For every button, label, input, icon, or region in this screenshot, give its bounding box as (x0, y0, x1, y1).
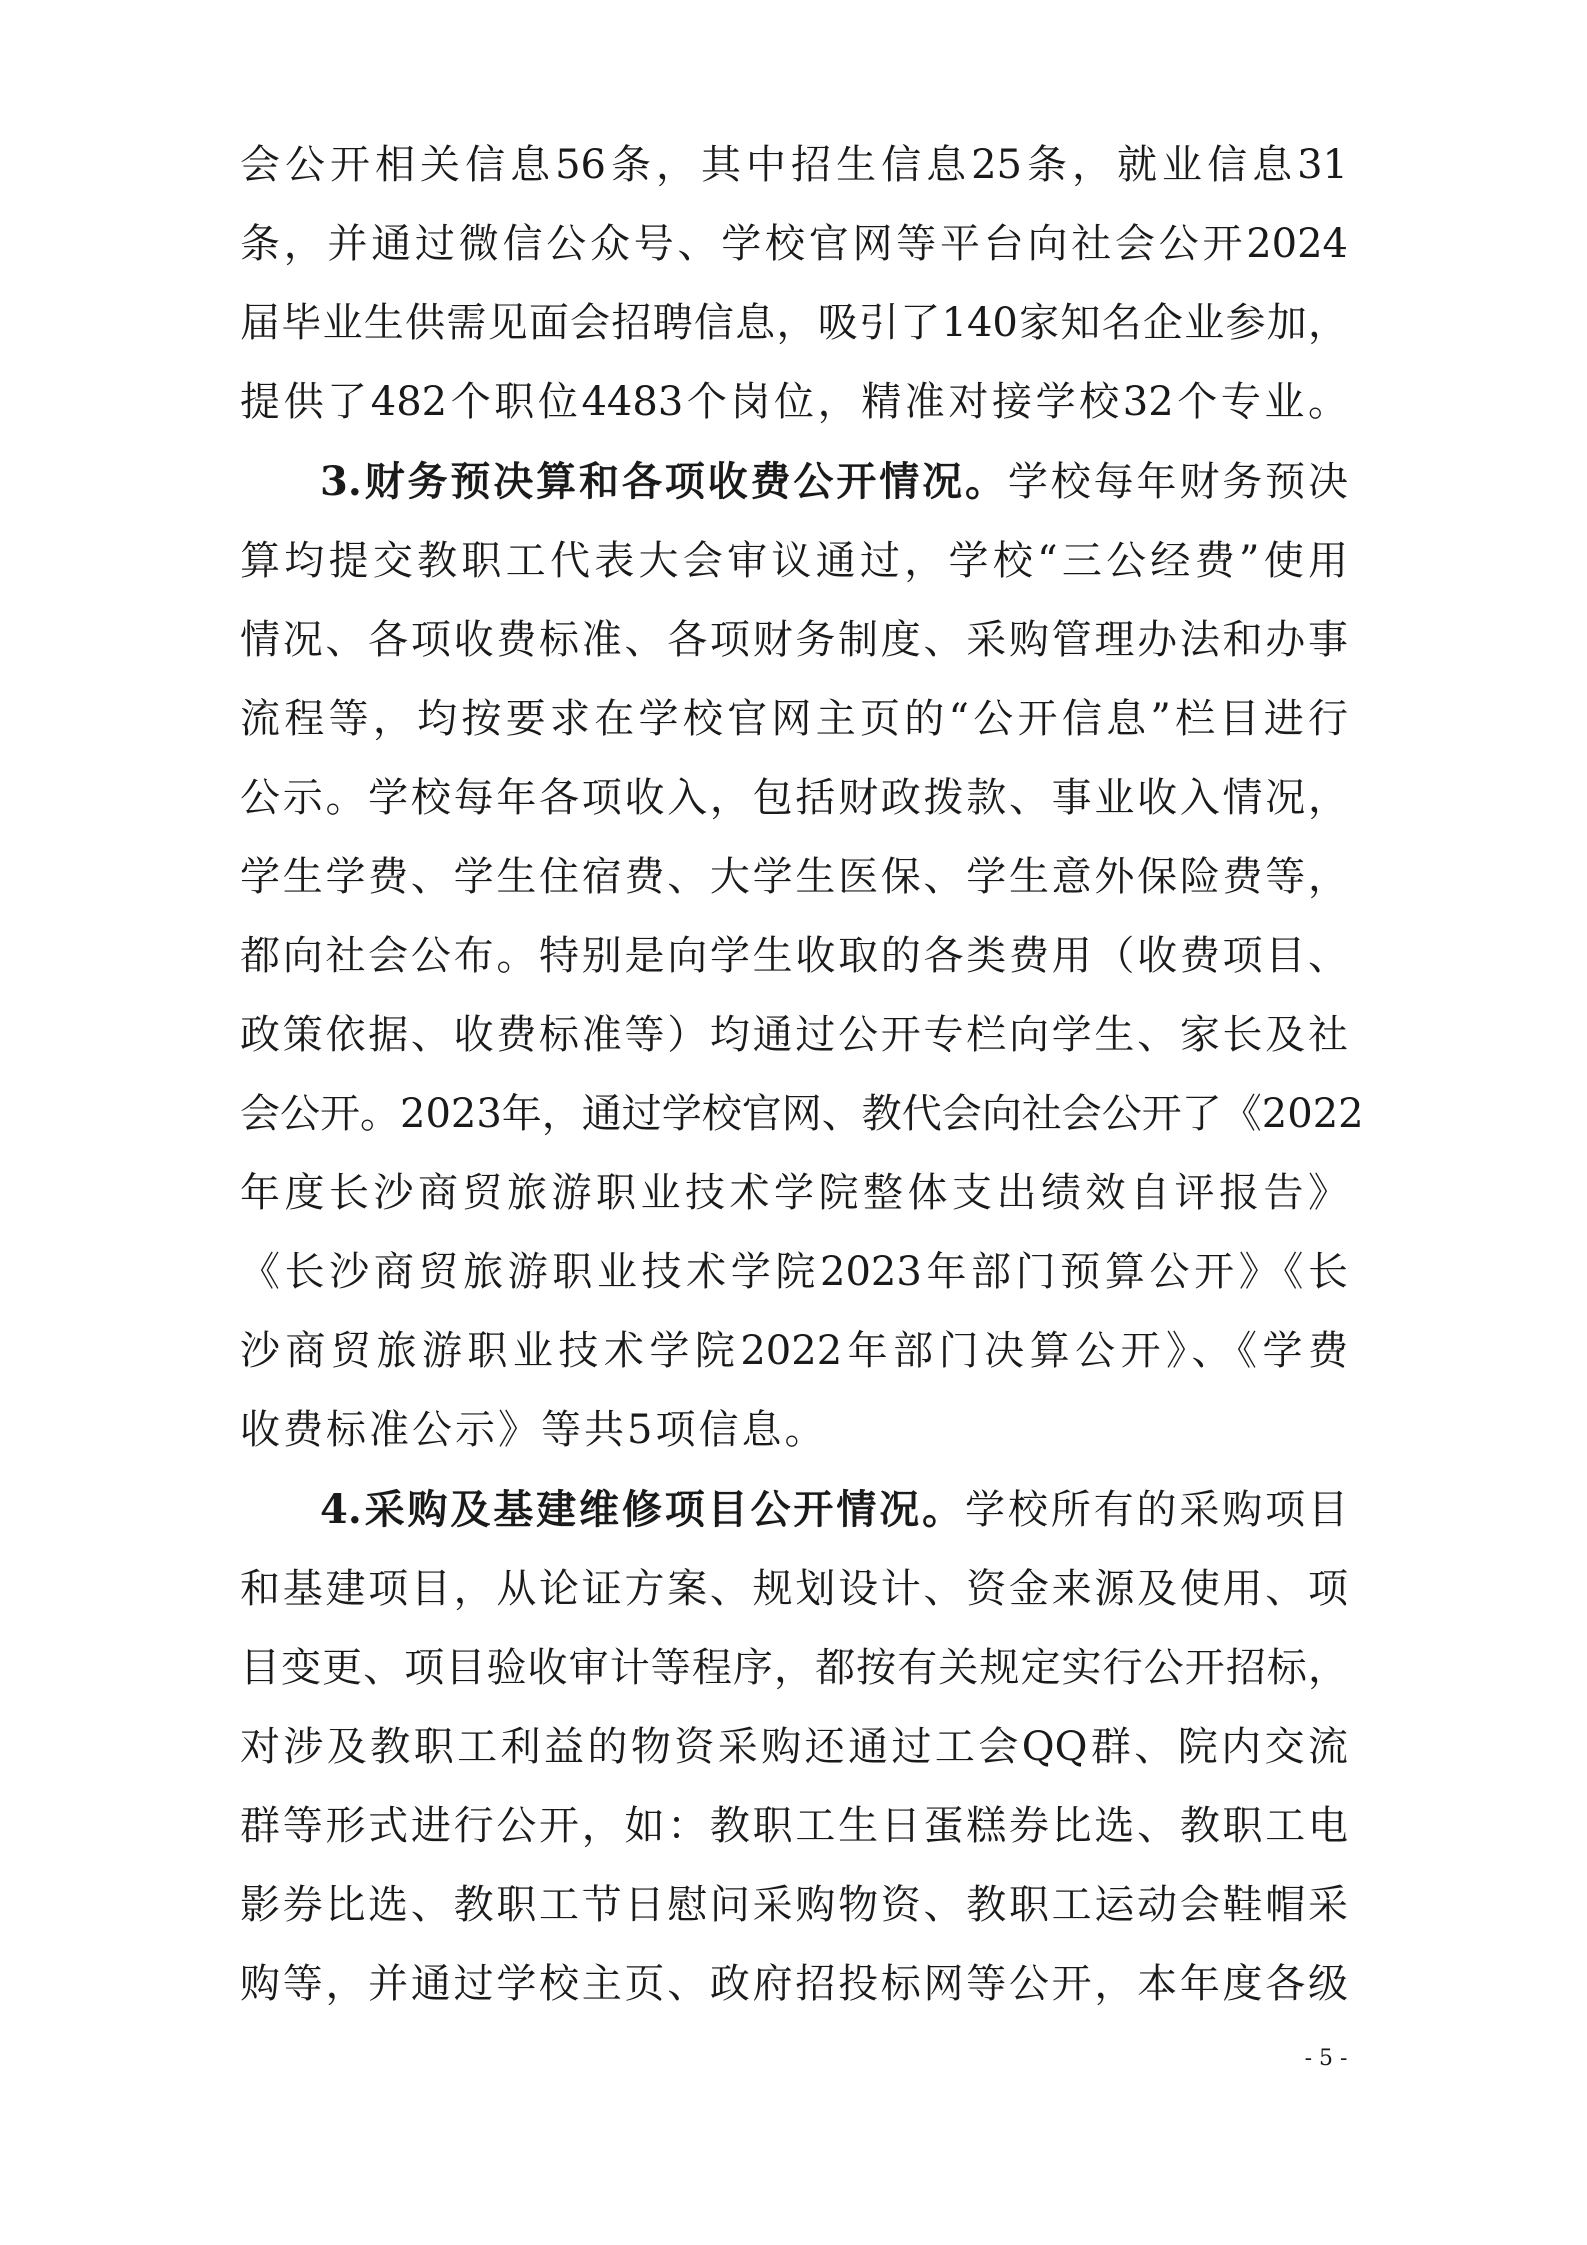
body-text-line: 提供了482个职位4483个岗位，精准对接学校32个专业。 (240, 379, 1348, 425)
section-heading-line (320, 1480, 1348, 1540)
body-text-line: 收费标准公示》等共5项信息。 (240, 1407, 828, 1453)
page-number: - 5 - (1304, 2046, 1348, 2071)
body-text-line: 会公开。2023年，通过学校官网、教代会向社会公开了《2022 (240, 1091, 1364, 1137)
body-text-line: 公示。学校每年各项收入，包括财政拨款、事业收入情况， (240, 775, 1348, 821)
body-text-line: 政策依据、收费标准等）均通过公开专栏向学生、家长及社 (240, 1012, 1348, 1058)
body-text-line: 《长沙商贸旅游职业技术学院2023年部门预算公开》《长 (240, 1249, 1348, 1295)
section-heading: 3.财务预决算和各项收费公开情况。 (320, 458, 1008, 505)
body-text-line: 群等形式进行公开，如：教职工生日蛋糕券比选、教职工电 (240, 1803, 1348, 1849)
body-text-line: 和基建项目，从论证方案、规划设计、资金来源及使用、项 (240, 1566, 1348, 1612)
body-text-line: 届毕业生供需见面会招聘信息，吸引了140家知名企业参加， (240, 300, 1348, 346)
body-text-line: 沙商贸旅游职业技术学院2022年部门决算公开》、《学费 (240, 1328, 1348, 1374)
section-heading-line (320, 452, 1348, 512)
body-text-line: 目变更、项目验收审计等程序，都按有关规定实行公开招标， (240, 1645, 1348, 1691)
body-text-line: 购等，并通过学校主页、政府招投标网等公开，本年度各级 (240, 1961, 1348, 2007)
body-text: 学校所有的采购项目 (964, 1487, 1349, 1533)
body-text-line: 情况、各项收费标准、各项财务制度、采购管理办法和办事 (240, 617, 1348, 663)
section-heading: 4.采购及基建维修项目公开情况。 (320, 1486, 965, 1533)
body-text-line: 会公开相关信息56条，其中招生信息25条，就业信息31 (240, 142, 1348, 188)
body-text-line: 都向社会公布。特别是向学生收取的各类费用（收费项目、 (240, 933, 1348, 979)
body-text-line: 影券比选、教职工节日慰问采购物资、教职工运动会鞋帽采 (240, 1882, 1348, 1928)
body-text-line: 年度长沙商贸旅游职业技术学院整体支出绩效自评报告》 (240, 1170, 1348, 1216)
body-text-line: 流程等，均按要求在学校官网主页的“公开信息”栏目进行 (240, 696, 1348, 742)
body-text-line: 学生学费、学生住宿费、大学生医保、学生意外保险费等， (240, 854, 1348, 900)
body-text-line: 条，并通过微信公众号、学校官网等平台向社会公开2024 (240, 221, 1348, 267)
body-text-line: 对涉及教职工利益的物资采购还通过工会QQ群、院内交流 (240, 1724, 1348, 1770)
body-text-line: 算均提交教职工代表大会审议通过，学校“三公经费”使用 (240, 538, 1348, 584)
body-text: 学校每年财务预决 (1007, 459, 1349, 505)
